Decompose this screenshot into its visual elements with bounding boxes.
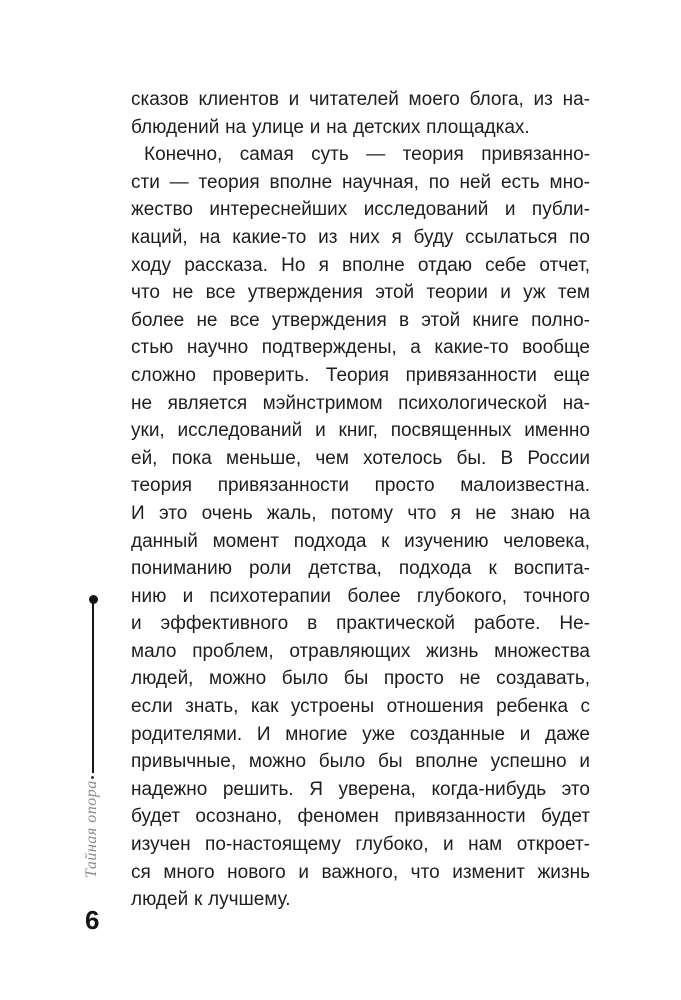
body-text: [131, 86, 590, 914]
text-line: людей к лучшему.: [131, 889, 291, 911]
text-line: И это очень жаль, потому что я не знаю на: [131, 502, 590, 524]
text-line: ходу рассказа. Но я вполне отдаю себе отчет,: [131, 254, 590, 276]
text-line: изучен по-настоящему глубоко, и нам откроет-: [131, 834, 590, 856]
text-line: надежно решить. Я уверена, когда-нибудь это: [131, 778, 590, 800]
text-line: теория привязанности просто малоизвестна.: [131, 475, 590, 497]
text-line: будет осознано, феномен привязанности будет: [131, 806, 590, 828]
text-line: Конечно, самая суть — теория привязанно-: [144, 144, 590, 166]
book-title-vertical: Тайная опора: [83, 780, 100, 878]
text-line: жество интереснейших исследований и публи-: [131, 199, 590, 221]
text-line: сти — теория вполне научная, по ней есть мно-: [131, 171, 590, 193]
text-line: уки, исследований и книг, посвященных именно: [131, 420, 590, 442]
text-line: родителями. И многие уже созданные и даже: [131, 723, 590, 745]
page-number: 6: [85, 905, 100, 935]
text-line: каций, на какие-то из них я буду ссылаться по: [131, 226, 590, 248]
margin-ornament-line: [92, 601, 94, 773]
text-line: если знать, как устроены отношения ребенка с: [131, 696, 590, 718]
text-line: что не все утверждения этой теории и уж тем: [131, 282, 590, 304]
text-line: нию и психотерапии более глубокого, точного: [131, 585, 590, 607]
text-line: мало проблем, отравляющих жизнь множества: [131, 640, 590, 662]
text-line: привычные, можно было бы вполне успешно и: [131, 751, 590, 773]
text-line: более не все утверждения в этой книге полно-: [131, 309, 590, 331]
text-line: ей, пока меньше, чем хотелось бы. В России: [131, 447, 590, 469]
margin-ornament-dot-bottom-icon: [91, 776, 94, 779]
text-line: стью научно подтверждены, а какие-то вообще: [131, 337, 590, 359]
text-line: блюдений на улице и на детских площадках.: [131, 116, 530, 138]
text-line: ся много нового и важного, что изменит жизнь: [131, 861, 590, 883]
text-line: сказов клиентов и читателей моего блога, из на-: [131, 89, 590, 110]
text-line: данный момент подхода к изучению человека,: [131, 530, 590, 552]
text-line: сложно проверить. Теория привязанности еще: [131, 364, 590, 386]
text-line: пониманию роли детства, подхода к воспита-: [131, 558, 590, 580]
text-line: людей, можно было бы просто не создавать,: [131, 668, 590, 690]
text-line: и эффективного в практической работе. Не-: [131, 613, 590, 635]
text-line: не является мэйнстримом психологической на-: [131, 392, 590, 414]
